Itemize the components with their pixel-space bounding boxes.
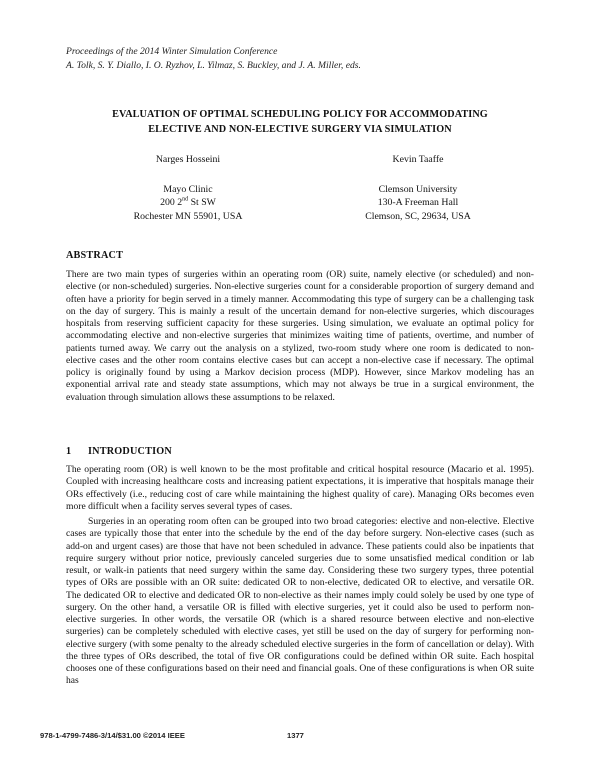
abstract-text: There are two main types of surgeries within an operating room (OR) suite, namely elective (or scheduled) and non-elective (or non-scheduled) surgeries. Non-elective surgeries count for a considerable proportion of surgery demand and often have a priority for begin served in a timely manner. Accommodating this type of surgery can be a challenging task on the day of surgery. This is mainly a result of the uncertain demand for non-elective surgeries, which discourages hospitals from reserving sufficient capacity for these surgeries. Using simulation, we evaluate an optimal policy for accommodating elective and non-elective surgeries that minimizes waiting time of patients, overtime, and number of patients turned away. We carry out the analysis on a stylized, two-room study where one room is dedicated to non-elective cases and the other room contains elective cases but can accept a non-elective case if necessary. The optimal policy is originally found by using a Markov decision process (MDP). However, since Markov modeling has an exponential arrival rate and steady state assumptions, which may not always be true in a surgical environment, the evaluation through simulation allows these assumptions to be relaxed. [66, 269, 534, 403]
author-block-2 [318, 153, 518, 223]
paper-title-line-1: EVALUATION OF OPTIMAL SCHEDULING POLICY FOR ACCOMMODATING [112, 109, 488, 120]
author-street: 200 2nd St SW [160, 196, 216, 208]
author-city: Rochester MN 55901, USA [133, 210, 243, 222]
section-number: 1 [66, 446, 72, 457]
proceedings-header [66, 45, 361, 73]
introduction-heading [66, 446, 172, 457]
section-title: INTRODUCTION [88, 446, 172, 457]
author-street: 130-A Freeman Hall [377, 197, 459, 208]
author-affiliation: Mayo Clinic [163, 183, 213, 195]
abstract-heading: ABSTRACT [66, 250, 124, 261]
author-name: Kevin Taaffe [392, 154, 444, 165]
page-number: 1377 [287, 731, 304, 740]
footer-isbn: 978-1-4799-7486-3/14/$31.00 ©2014 IEEE [40, 731, 185, 740]
paper-title-line-2: ELECTIVE AND NON-ELECTIVE SURGERY VIA SIMULATION [148, 124, 452, 135]
intro-paragraph-1: The operating room (OR) is well known to be the most profitable and critical hospital resource (Macario et al. 1995). Coupled with increasing healthcare costs and increasing patient expectations, it is imperative that hospitals manage their ORs effectively (i.e., reducing cost of care while maintaining the highest quality of care). Managing ORs becomes even more difficult when a facility serves several types of cases. [66, 464, 534, 512]
author-city: Clemson, SC, 29634, USA [365, 210, 471, 222]
proceedings-title: Proceedings of the 2014 Winter Simulation Conference [66, 46, 278, 57]
author-affiliation: Clemson University [378, 183, 458, 195]
author-name: Narges Hosseini [155, 154, 221, 165]
proceedings-editors: A. Tolk, S. Y. Diallo, I. O. Ryzhov, L. Yilmaz, S. Buckley, and J. A. Miller, eds. [66, 60, 361, 71]
paper-title [66, 107, 534, 137]
intro-paragraph-2: Surgeries in an operating room often can be grouped into two broad categories: elective and non-elective. Elective cases are typically those that enter into the schedule by the end of the day before surgery. Non-elective cases (such as add-on and urgent cases) are those that have not been scheduled in advance. These patients could also be inpatients that require surgery without prior notice, previously canceled surgeries due to some unsatisfied medical condition or lab result, or walk-in patients that need surgery within the same day. Considering these two surgery types, three potential types of ORs are possible with an OR suite: dedicated OR to non-elective, dedicated OR to elective, and versatile OR. The dedicated OR to elective and dedicated OR to non-elective as their names imply could solely be used by one type of surgery. On the other hand, a versatile OR is filled with elective surgeries, yet it could also be used to perform non-elective surgeries. In other words, the versatile OR (which is a shared resource between elective and non-elective surgeries) can be completely scheduled with elective cases, yet still be used on the day of surgery for performing non-elective surgery (with some penalty to the already scheduled elective surgeries in the form of cancellation or delay). With the three types of ORs described, the total of five OR configurations could be defined within OR suite. Each hospital chooses one of these configurations based on their need and financial goals. One of these configurations is when OR suite has [66, 516, 534, 687]
author-block-1 [88, 153, 288, 223]
